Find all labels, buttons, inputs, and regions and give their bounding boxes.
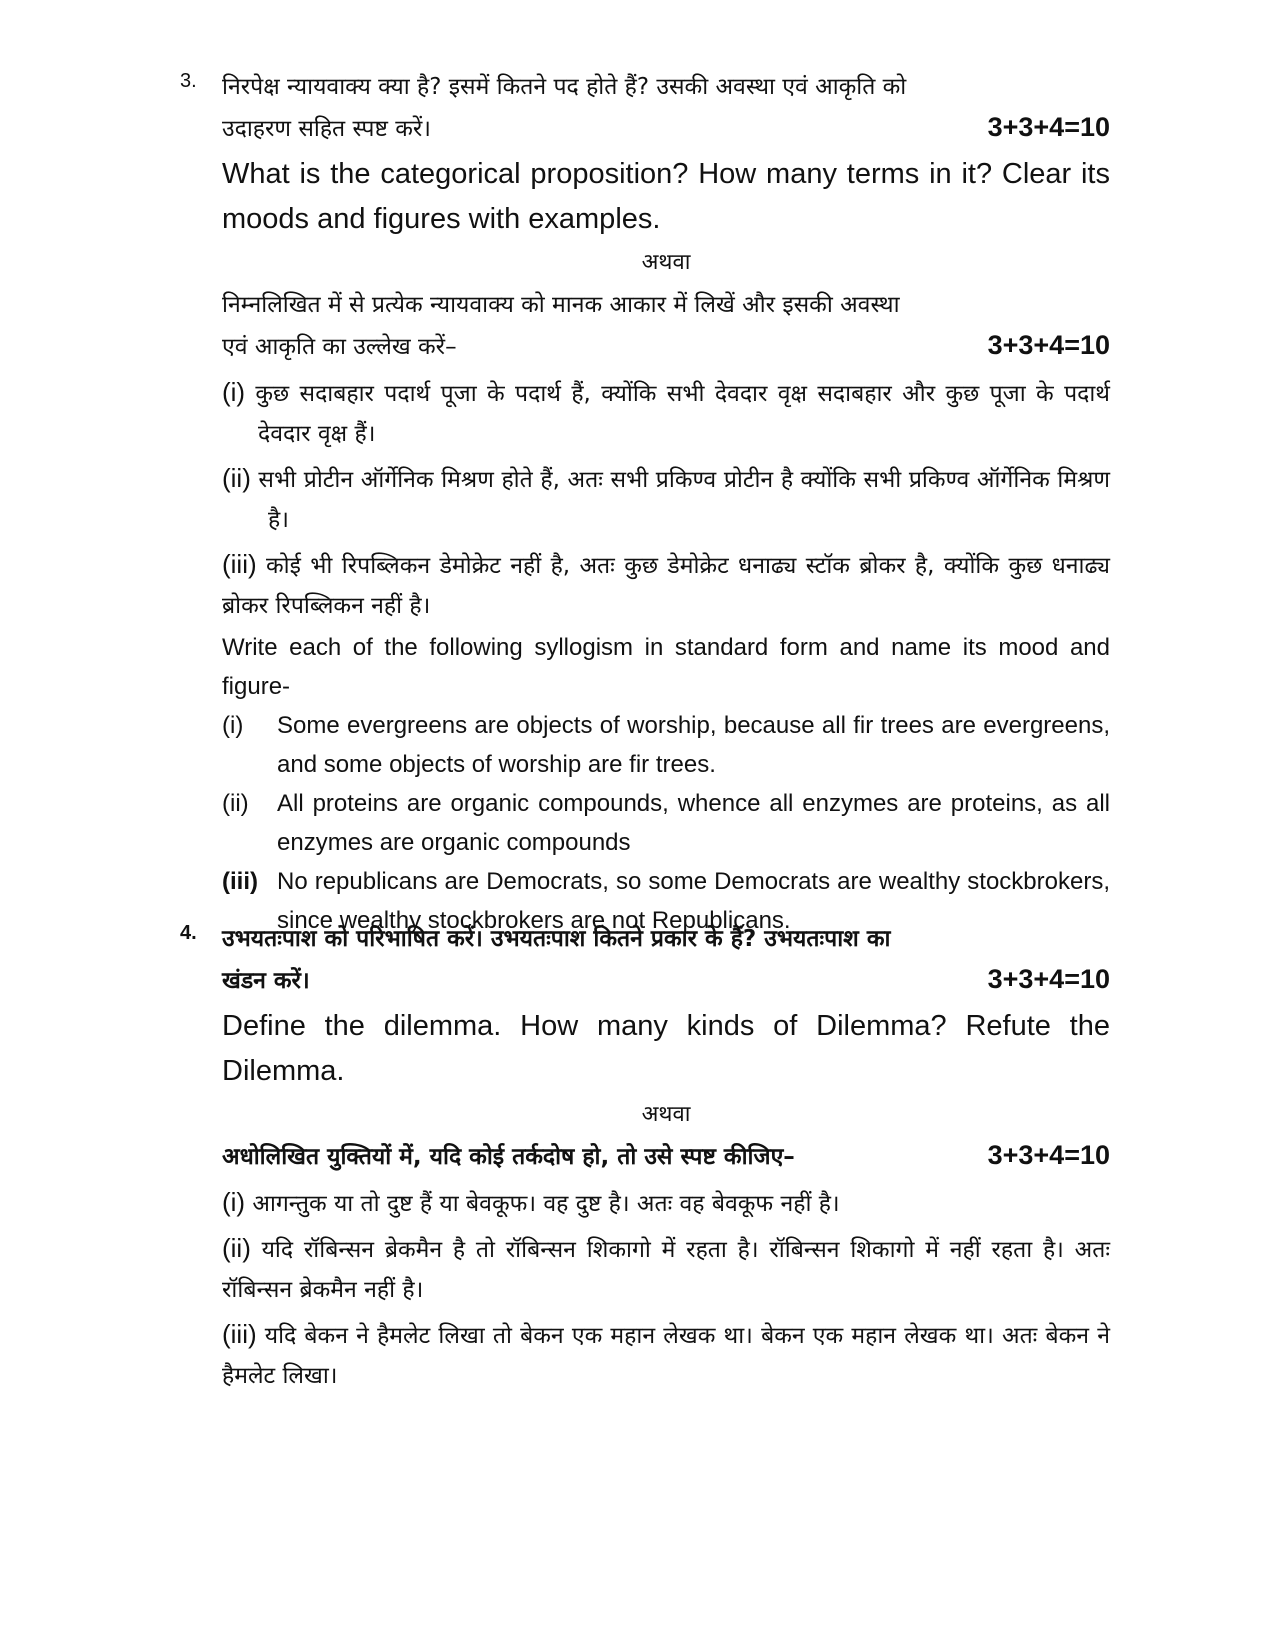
item-label: (iii) bbox=[222, 1319, 265, 1349]
question-hindi-line: उभयतःपाश को परिभाषित करें। उभयतःपाश कितने प्रकार के हैं? उभयतःपाश का bbox=[222, 926, 891, 952]
item-text: कुछ सदाबहार पदार्थ पूजा के पदार्थ हैं, क्योंकि सभी देवदार वृक्ष सदाबहार और कुछ पूजा के पदार्थ देवदार वृक्ष हैं। bbox=[255, 381, 1110, 447]
question-hindi-line: उदाहरण सहित स्पष्ट करें। bbox=[222, 116, 432, 142]
list-item bbox=[222, 372, 1110, 454]
question-number: 4. bbox=[180, 922, 197, 944]
question-english: What is the categorical proposition? How many terms in it? Clear its moods and figures with examples. bbox=[222, 158, 1110, 235]
item-label: (iii) bbox=[222, 868, 258, 895]
alt-question-hindi: अधोलिखित युक्तियों में, यदि कोई तर्कदोष हो, तो उसे स्पष्ट कीजिए– bbox=[222, 1144, 795, 1170]
english-instruction: Write each of the following syllogism in standard form and name its mood and figure- bbox=[222, 634, 1110, 700]
question-4 bbox=[180, 918, 1110, 1396]
list-item bbox=[222, 544, 1110, 626]
item-text: यदि बेकन ने हैमलेट लिखा तो बेकन एक महान लेखक था। बेकन एक महान लेखक था। अतः बेकन ने हैमलेट लिखा। bbox=[222, 1323, 1110, 1389]
or-divider: अथवा bbox=[641, 1102, 691, 1127]
item-text: कोई भी रिपब्लिकन डेमोक्रेट नहीं है, अतः कुछ डेमोक्रेट धनाढ्य स्टॉक ब्रोकर है, क्योंकि कुछ धनाढ्य ब्रोकर रिपब्लिकन नहीं है। bbox=[222, 553, 1110, 619]
marks-label: 3+3+4=10 bbox=[987, 112, 1110, 142]
list-item bbox=[222, 706, 1110, 784]
item-text: No republicans are Democrats, so some Democrats are wealthy stockbrokers, since wealthy stockbrokers are not Republicans. bbox=[277, 868, 1110, 934]
item-text: All proteins are organic compounds, whence all enzymes are proteins, as all enzymes are organic compounds bbox=[277, 790, 1110, 856]
marks-label: 3+3+4=10 bbox=[987, 330, 1110, 360]
marks-label: 3+3+4=10 bbox=[987, 1140, 1110, 1170]
list-item bbox=[222, 1314, 1110, 1396]
item-label: (i) bbox=[222, 1187, 253, 1217]
question-english: Define the dilemma. How many kinds of Dilemma? Refute the Dilemma. bbox=[222, 1010, 1110, 1087]
list-item bbox=[222, 784, 1110, 862]
alt-question-hindi-line: निम्नलिखित में से प्रत्येक न्यायवाक्य को मानक आकार में लिखें और इसकी अवस्था bbox=[222, 292, 900, 318]
list-item bbox=[222, 1182, 1110, 1224]
item-label: (ii) bbox=[222, 463, 259, 493]
marks-label: 3+3+4=10 bbox=[987, 964, 1110, 994]
question-number: 3. bbox=[180, 70, 197, 92]
question-hindi-line: निरपेक्ष न्यायवाक्य क्या है? इसमें कितने पद होते हैं? उसकी अवस्था एवं आकृति को bbox=[222, 74, 907, 100]
item-label: (ii) bbox=[222, 1233, 262, 1263]
question-hindi-line: खंडन करें। bbox=[222, 968, 310, 994]
item-label: (i) bbox=[222, 712, 244, 739]
item-text: आगन्तुक या तो दुष्ट हैं या बेवकूफ। वह दुष्ट है। अतः वह बेवकूफ नहीं है। bbox=[252, 1191, 840, 1217]
item-text: यदि रॉबिन्सन ब्रेकमैन है तो रॉबिन्सन शिकागो में रहता है। रॉबिन्सन शिकागो में नहीं रहता है। अतः रॉबिन्सन ब्रेकमैन नहीं है। bbox=[222, 1237, 1111, 1303]
list-item bbox=[222, 458, 1110, 540]
item-label: (i) bbox=[222, 377, 256, 407]
alt-question-hindi-line: एवं आकृति का उल्लेख करें– bbox=[222, 334, 457, 360]
item-label: (iii) bbox=[222, 549, 266, 579]
item-label: (ii) bbox=[222, 790, 249, 817]
question-3 bbox=[180, 66, 1110, 940]
item-text: सभी प्रोटीन ऑर्गेनिक मिश्रण होते हैं, अतः सभी प्रकिण्व प्रोटीन है क्योंकि सभी प्रकिण्व ऑर्गेनिक मिश्रण है। bbox=[258, 467, 1111, 533]
or-divider: अथवा bbox=[641, 250, 691, 275]
list-item bbox=[222, 1228, 1110, 1310]
item-text: Some evergreens are objects of worship, because all fir trees are evergreens, and some objects of worship are fir trees. bbox=[277, 712, 1110, 778]
